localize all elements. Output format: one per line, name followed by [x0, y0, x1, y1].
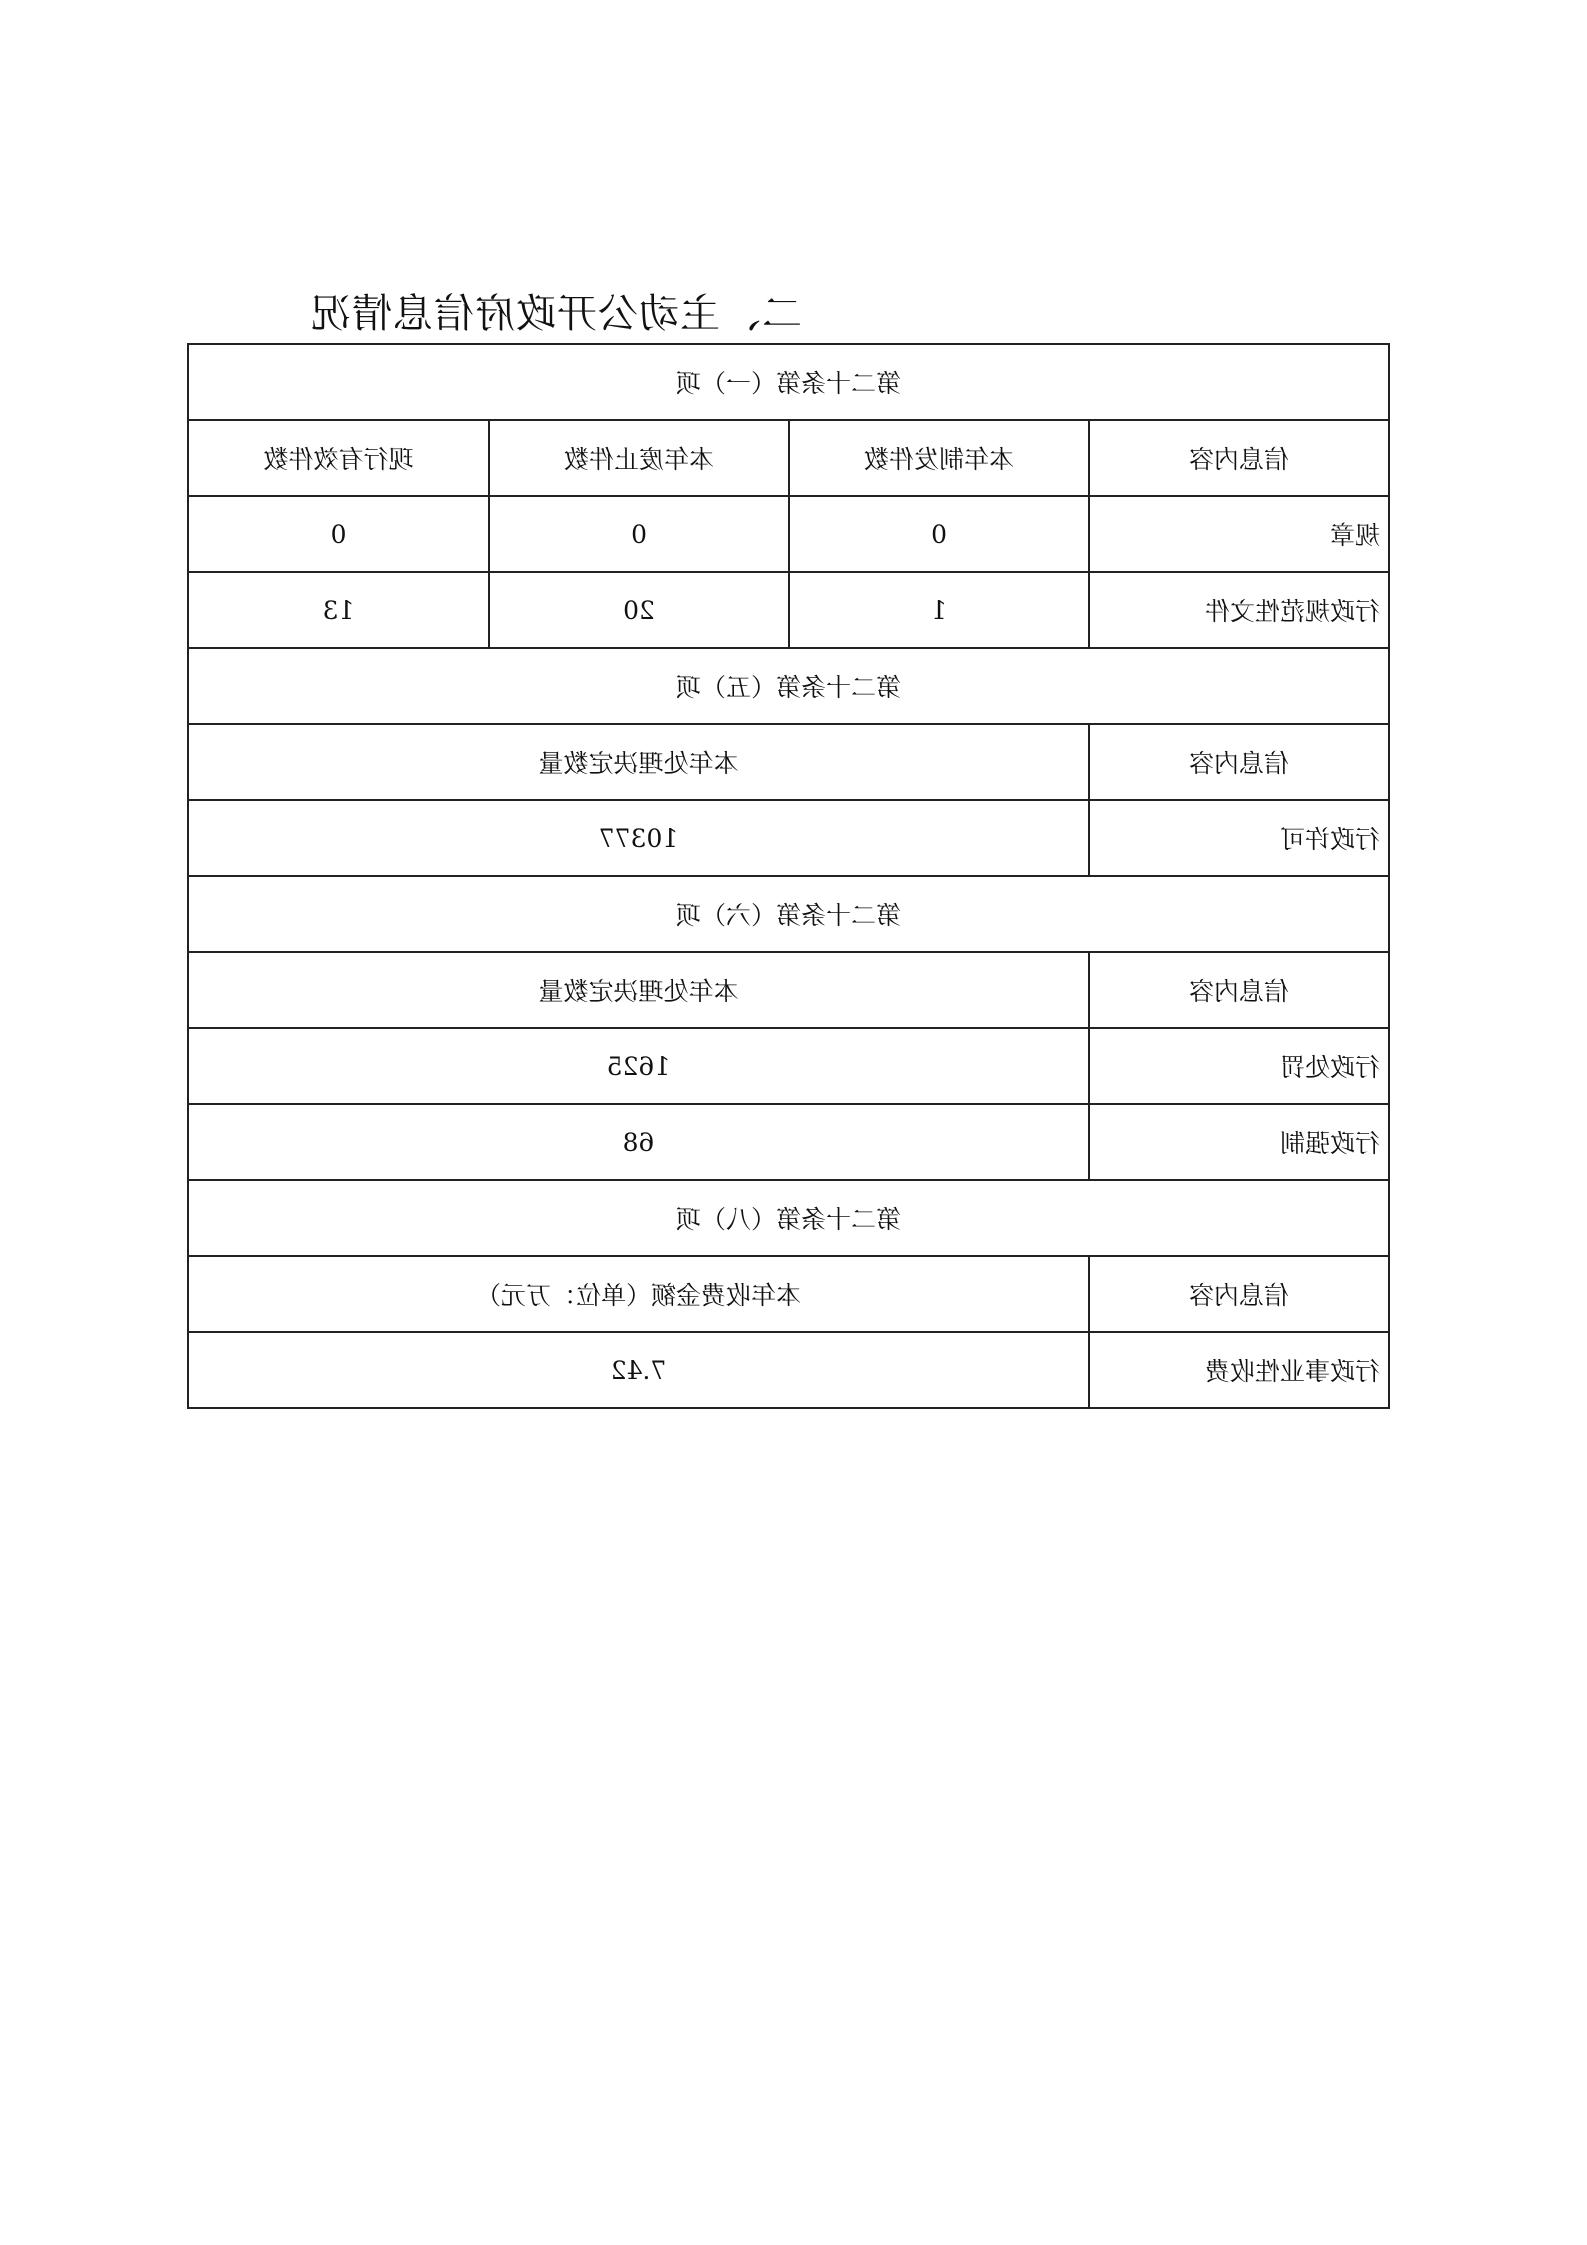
column-header: 本年处理决定数量	[188, 724, 1089, 800]
table-row	[188, 952, 1389, 1028]
table-row	[188, 1256, 1389, 1332]
table-row	[188, 1028, 1389, 1104]
table-row	[188, 1180, 1389, 1256]
table-row	[188, 724, 1389, 800]
table-cell: 7.42	[188, 1332, 1089, 1408]
column-header: 本年废止件数	[489, 420, 789, 496]
table-cell: 1625	[188, 1028, 1089, 1104]
column-header: 信息内容	[1089, 1256, 1389, 1332]
column-header: 信息内容	[1089, 724, 1389, 800]
column-header: 本年处理决定数量	[188, 952, 1089, 1028]
section-heading: 第二十条第（五）项	[188, 648, 1389, 724]
table-row	[188, 572, 1389, 648]
row-label: 规章	[1089, 496, 1389, 572]
table-cell: 0	[489, 496, 789, 572]
section-heading: 第二十条第（六）项	[188, 876, 1389, 952]
table-row	[188, 876, 1389, 952]
table-row	[188, 420, 1389, 496]
column-header: 本年制发件数	[789, 420, 1089, 496]
table-row	[188, 496, 1389, 572]
column-header: 本年收费金额（单位：万元）	[188, 1256, 1089, 1332]
table-cell: 0	[789, 496, 1089, 572]
row-label: 行政规范性文件	[1089, 572, 1389, 648]
table-cell: 0	[188, 496, 489, 572]
column-header: 信息内容	[1089, 952, 1389, 1028]
row-label: 行政事业性收费	[1089, 1332, 1389, 1408]
table-cell: 68	[188, 1104, 1089, 1180]
section-title: 二、主动公开政府信息情况	[310, 291, 802, 337]
table-row	[188, 1104, 1389, 1180]
row-label: 行政强制	[1089, 1104, 1389, 1180]
section-heading: 第二十条第（八）项	[188, 1180, 1389, 1256]
column-header: 信息内容	[1089, 420, 1389, 496]
table-cell: 10377	[188, 800, 1089, 876]
row-label: 行政许可	[1089, 800, 1389, 876]
disclosure-table	[187, 343, 1390, 1409]
column-header: 现行有效件数	[188, 420, 489, 496]
table-cell: 20	[489, 572, 789, 648]
table-cell: 1	[789, 572, 1089, 648]
row-label: 行政处罚	[1089, 1028, 1389, 1104]
table-cell: 13	[188, 572, 489, 648]
table-row	[188, 800, 1389, 876]
table-row	[188, 1332, 1389, 1408]
table-row	[188, 648, 1389, 724]
table-row	[188, 344, 1389, 420]
section-heading: 第二十条第（一）项	[188, 344, 1389, 420]
